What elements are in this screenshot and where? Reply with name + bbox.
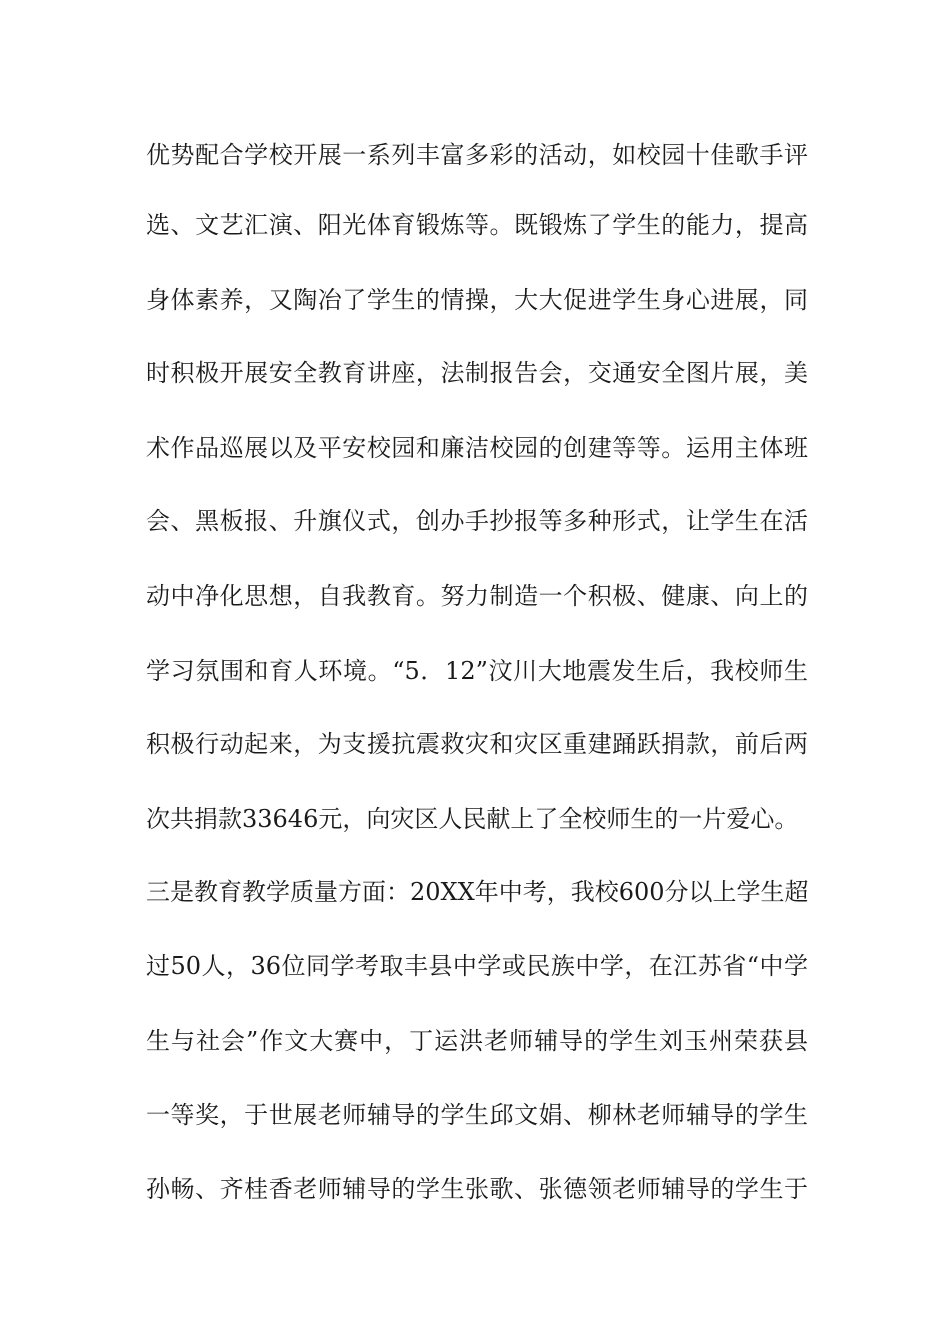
text-line: 生与社会”作文大赛中，丁运洪老师辅导的学生刘玉州荣获县 xyxy=(146,1027,808,1055)
text-line: 孙畅、齐桂香老师辅导的学生张歌、张德领老师辅导的学生于 xyxy=(146,1175,808,1203)
text-line: 学习氛围和育人环境。“5．12”汶川大地震发生后，我校师生 xyxy=(146,657,808,685)
text-line: 时积极开展安全教育讲座，法制报告会，交通安全图片展，美 xyxy=(146,359,808,387)
text-line: 三是教育教学质量方面：20XX年中考，我校600分以上学生超 xyxy=(146,878,809,906)
text-line: 积极行动起来，为支援抗震救灾和灾区重建踊跃捐款，前后两 xyxy=(146,730,808,758)
text-line: 会、黑板报、升旗仪式，创办手抄报等多种形式，让学生在活 xyxy=(146,507,808,535)
text-line: 选、文艺汇演、阳光体育锻炼等。既锻炼了学生的能力，提高 xyxy=(146,211,808,239)
text-line: 过50人，36位同学考取丰县中学或民族中学，在江苏省“中学 xyxy=(146,952,808,980)
text-line: 次共捐款33646元，向灾区人民献上了全校师生的一片爱心。 xyxy=(146,805,799,833)
text-line: 优势配合学校开展一系列丰富多彩的活动，如校园十佳歌手评 xyxy=(146,141,808,169)
text-line: 一等奖，于世展老师辅导的学生邱文娟、柳林老师辅导的学生 xyxy=(146,1101,808,1129)
text-line: 身体素养，又陶冶了学生的情操，大大促进学生身心进展，同 xyxy=(146,286,808,314)
text-line: 术作品巡展以及平安校园和廉洁校园的创建等等。运用主体班 xyxy=(146,434,808,462)
text-line: 动中净化思想，自我教育。努力制造一个积极、健康、向上的 xyxy=(146,582,808,610)
